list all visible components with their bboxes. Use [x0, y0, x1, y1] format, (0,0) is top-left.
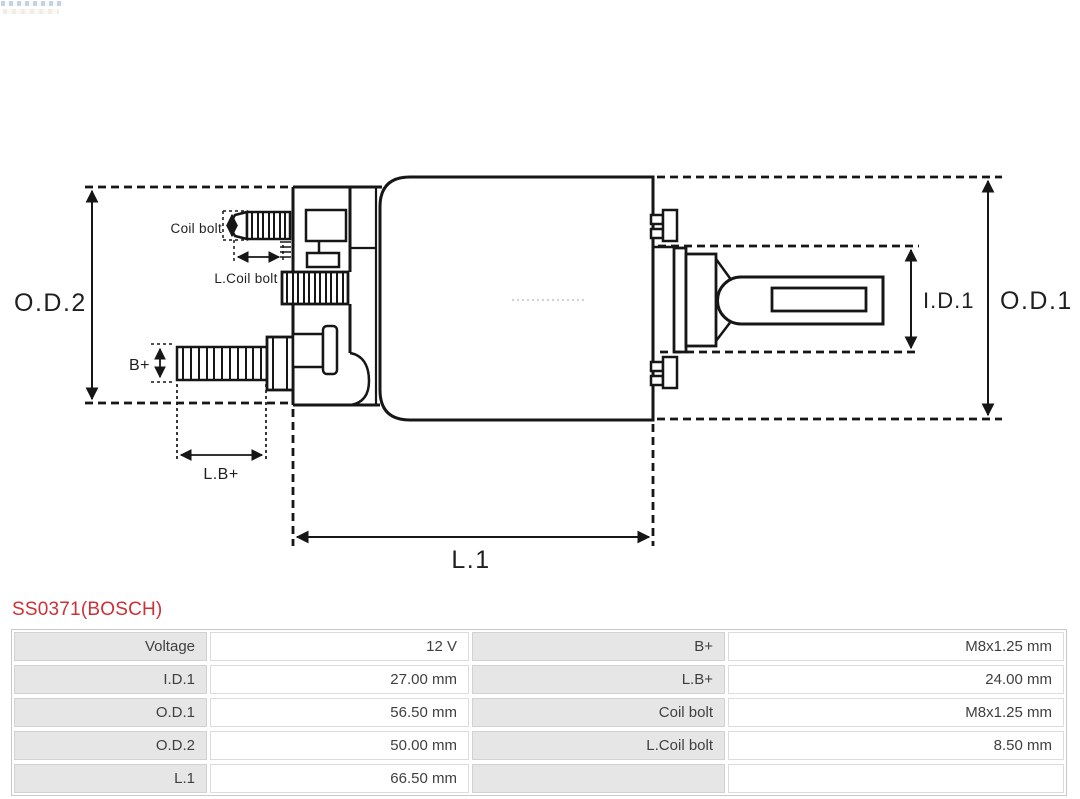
spec-value: 66.50 mm [210, 764, 469, 793]
b-plus-shaft [293, 334, 323, 367]
dim-lb-plus [177, 384, 266, 461]
spec-value: 56.50 mm [210, 698, 469, 727]
spec-value: 50.00 mm [210, 731, 469, 760]
spec-label: Voltage [14, 632, 207, 661]
spec-value: 24.00 mm [728, 665, 1064, 694]
b-plus-nut [267, 337, 293, 390]
b-plus-washer [323, 326, 337, 374]
dim-od1-label: O.D.1 [1000, 287, 1073, 315]
spec-label: O.D.2 [14, 731, 207, 760]
dim-l1 [293, 409, 653, 546]
table-row [14, 632, 1064, 661]
spec-value: M8x1.25 mm [728, 632, 1064, 661]
spec-label: O.D.1 [14, 698, 207, 727]
bracket-notch-curve [350, 353, 369, 405]
shaft-slot [772, 288, 866, 311]
rear-terminal-bottom [651, 357, 677, 388]
spec-table [11, 629, 1067, 796]
spec-value: 8.50 mm [728, 731, 1064, 760]
spec-value: 12 V [210, 632, 469, 661]
dim-coil-bolt-label: Coil bolt [170, 221, 222, 236]
dim-od2-label: O.D.2 [14, 289, 87, 317]
dim-l-coil-bolt-label: L.Coil bolt [214, 271, 278, 286]
rear-terminal-top [651, 210, 677, 247]
dim-id1-label: I.D.1 [923, 288, 975, 313]
plunger-shaft [674, 248, 883, 352]
table-row [14, 764, 1064, 793]
solenoid-body [380, 177, 653, 420]
spec-label: L.B+ [472, 665, 725, 694]
spec-label: L.Coil bolt [472, 731, 725, 760]
spec-value: 27.00 mm [210, 665, 469, 694]
table-row [14, 731, 1064, 760]
table-row [14, 698, 1064, 727]
plunger-flange [674, 248, 686, 352]
spec-label: B+ [472, 632, 725, 661]
dim-b-plus-label: B+ [128, 357, 150, 374]
spec-label: L.1 [14, 764, 207, 793]
b-plus-bolt [177, 326, 337, 390]
spec-label: Coil bolt [472, 698, 725, 727]
table-row [14, 665, 1064, 694]
dim-l1-label: L.1 [451, 546, 491, 574]
page-title: SS0371(BOSCH) [12, 599, 163, 620]
spec-value [728, 764, 1064, 793]
spec-label: I.D.1 [14, 665, 207, 694]
coil-bolt-stud [232, 212, 291, 239]
dim-b-plus [151, 344, 175, 382]
coil-bushing-threads [282, 272, 348, 304]
spec-label [472, 764, 725, 793]
dim-l-coil-bolt [234, 240, 283, 263]
spec-value: M8x1.25 mm [728, 698, 1064, 727]
dim-lb-plus-label: L.B+ [203, 466, 239, 483]
bracket-step-detail [306, 210, 346, 267]
coil-bolt-thread-insert [280, 242, 291, 257]
